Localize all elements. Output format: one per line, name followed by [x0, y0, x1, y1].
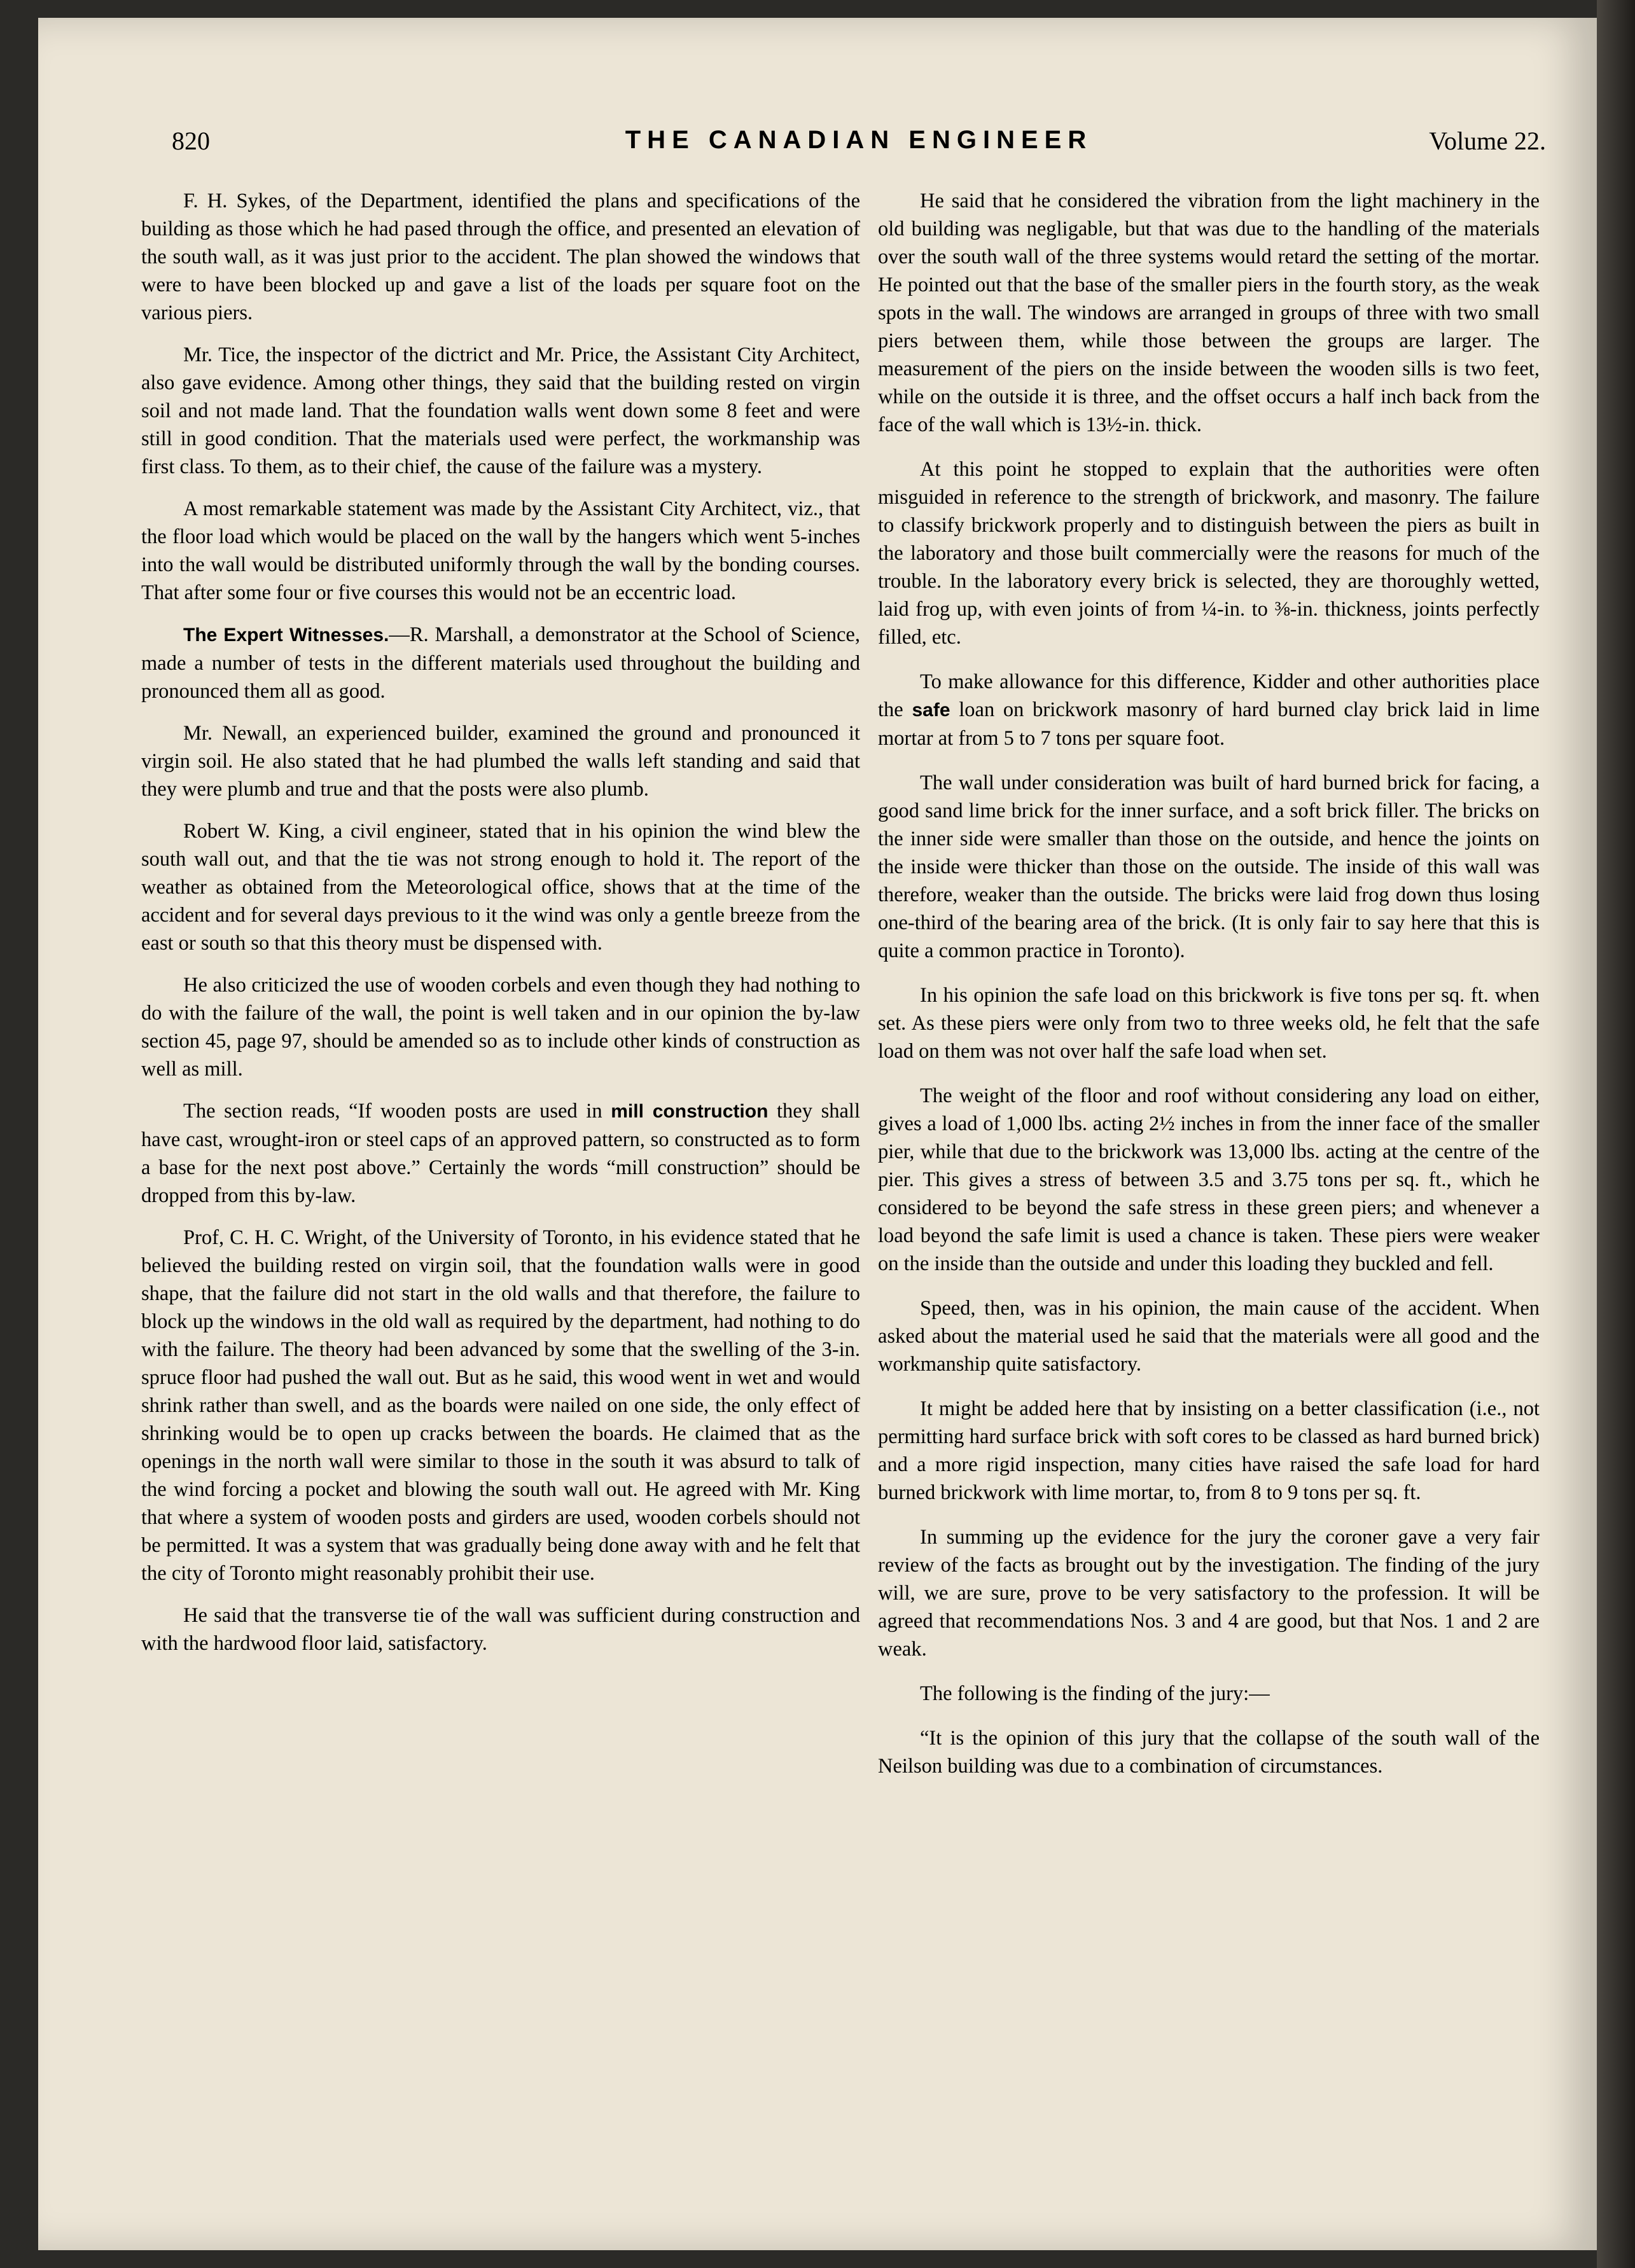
paragraph: A most remarkable statement was made by the Assistant City Architect, viz., that the floor load which would be placed on the wall by the hangers which went 5-inches into the wall would be distributed uniformly through the wall by the bonding courses. That after some four or five courses this would not be an eccentric load.	[141, 497, 860, 604]
left-column	[141, 187, 860, 1671]
paragraph: He also criticized the use of wooden corbels and even though they had nothing to do with the failure of the wall, the point is well taken and in our opinion the by-law section 45, page 97, should be amended so as to include other kinds of construction as well as mill.	[141, 974, 860, 1081]
journal-title: THE CANADIAN ENGINEER	[625, 126, 1093, 154]
paragraph: He said that the transverse tie of the wall was sufficient during construction and with the hardwood floor laid, satisfactory.	[141, 1604, 860, 1655]
paragraph-text: loan on brickwork masonry of hard burned clay brick laid in lime mortar at from 5 to 7 tons per square foot.	[878, 698, 1540, 750]
paragraph: In summing up the evidence for the jury the coroner gave a very fair review of the facts as brought out by the investigation. The finding of the jury will, we are sure, prove to be very satisfactory to the profession. It will be agreed that recommendations Nos. 3 and 4 are good, but that Nos. 1 and 2 are weak.	[878, 1526, 1540, 1661]
paragraph: At this point he stopped to explain that the authorities were often misguided in reference to the strength of brickwork, and masonry. The failure to classify brickwork properly and to distinguish between the piers as built in the laboratory and those built commercially were the reasons for much of the trouble. In the laboratory every brick is selected, they are thoroughly wetted, laid frog up, with even joints of from ¼-in. to ⅜-in. thickness, joints perfectly filled, etc.	[878, 458, 1540, 649]
emphasis-text: safe	[912, 700, 950, 721]
paragraph: The weight of the floor and roof without considering any load on either, gives a load of 1,000 lbs. acting 2½ inches in from the inner face of the smaller pier, while that due to the brickwork was 13,000 lbs. acting at the centre of the pier. This gives a stress of between 3.5 and 3.75 tons per sq. ft., which he considered to be beyond the safe stress in these green piers; and whenever a load beyond the safe limit is used a chance is taken. These piers were weaker on the inside than the outside and under this loading they buckled and fell.	[878, 1084, 1540, 1275]
page-header	[172, 126, 1546, 164]
book-spine	[1597, 0, 1635, 2268]
paragraph	[141, 621, 860, 705]
paragraph: F. H. Sykes, of the Department, identified the plans and specifications of the building as those which he had pased through the office, and presented an elevation of the south wall, as it was just prior to the accident. The plan showed the windows that were to have been blocked up and gave a list of the loads per square foot on the various piers.	[141, 190, 860, 324]
paragraph: Prof, C. H. C. Wright, of the University of Toronto, in his evidence stated that he believed the building rested on virgin soil, that the foundation walls were in good shape, that the failure did not start in the old walls and that therefore, the failure to block up the windows in the old wall as required by the department, had nothing to do with the failure. The theory had been advanced by some that the swelling of the 3-in. spruce floor had pushed the wall out. But as he said, this wood went in wet and would shrink rather than swell, and as the boards were nailed on one side, the only effect of shrinking would be to open up cracks between the boards. He claimed that as the openings in the north wall were similar to those in the south it was absurd to talk of the wind forcing a pocket and blowing the south wall out. He agreed with Mr. King that where a system of wooden posts and girders are used, wooden corbels should not be permitted. It was a system that was gradually being done away with and he felt that the city of Toronto might reasonably prohibit their use.	[141, 1226, 860, 1585]
paragraph-text: To make allowance for this difference, Kidder and other authorities place the	[878, 670, 1540, 721]
paragraph: He said that he considered the vibration from the light machinery in the old building was negligable, but that was due to the handling of the materials over the south wall of the three systems would retard the setting of the mortar. He pointed out that the base of the smaller piers in the fourth story, as the weak spots in the wall. The windows are arranged in groups of three with two small piers between them, while those between the groups are larger. The measurement of the piers on the inside between the wooden sills is two feet, while on the outside it is three, and the offset occurs a half inch back from the face of the wall which is 13½-in. thick.	[878, 190, 1540, 436]
paragraph	[141, 1097, 860, 1210]
paragraph	[878, 668, 1540, 752]
page-number: 820	[172, 127, 210, 155]
section-heading: The Expert Witnesses.	[183, 625, 389, 646]
paragraph: Robert W. King, a civil engineer, stated that in his opinion the wind blew the south wall out, and that the tie was not strong enough to hold it. The report of the weather as obtained from the Meteorological office, shows that at the time of the accident and for several days previous to it the wind was only a gentle breeze from the east or south so that this theory must be dispensed with.	[141, 820, 860, 955]
paragraph: Mr. Tice, the inspector of the dictrict and Mr. Price, the Assistant City Architect, also gave evidence. Among other things, they said that the building rested on virgin soil and not made land. That the foundation walls went down some 8 feet and were still in good condition. That the materials used were perfect, the workmanship was first class. To them, as to their chief, the cause of the failure was a mystery.	[141, 343, 860, 478]
paragraph: The wall under consideration was built of hard burned brick for facing, a good sand lime brick for the inner surface, and a soft brick filler. The bricks on the inner side were smaller than those on the outside, and hence the joints on the inside were thicker than those on the outside. The inside of this wall was therefore, weaker than the outside. The bricks were laid frog down thus losing one-third of the bearing area of the brick. (It is only fair to say here that this is quite a common practice in Toronto).	[878, 771, 1540, 962]
paragraph-text: The section reads, “If wooden posts are used in	[183, 1100, 611, 1123]
paragraph-text: —R. Marshall, a demonstrator at the School of Science, made a number of tests in the different materials used throughout the building and pronounced them all as good.	[141, 623, 860, 703]
volume-label: Volume 22.	[1429, 127, 1546, 155]
paragraph: It might be added here that by insisting on a better classification (i.e., not permitting hard surface brick with soft cores to be classed as hard burned brick) and a more rigid inspection, many cities have raised the safe load for hard burned brickwork with lime mortar, to, from 8 to 9 tons per sq. ft.	[878, 1397, 1540, 1504]
right-column	[878, 187, 1540, 1797]
paragraph: “It is the opinion of this jury that the collapse of the south wall of the Neilson building was due to a combination of circumstances.	[878, 1727, 1540, 1778]
paragraph: Speed, then, was in his opinion, the main cause of the accident. When asked about the material used he said that the materials were all good and the workmanship quite satisfactory.	[878, 1297, 1540, 1376]
paragraph: Mr. Newall, an experienced builder, examined the ground and pronounced it virgin soil. He also stated that he had plumbed the walls left standing and said that they were plumb and true and that the posts were also plumb.	[141, 722, 860, 801]
paragraph-text: they shall have cast, wrought-iron or steel caps of an approved pattern, so constructed as to form a base for the next post above.” Certainly the words “mill construction” should be dropped from this by-law.	[141, 1100, 860, 1207]
emphasis-text: mill construction	[611, 1101, 769, 1122]
paragraph: The following is the finding of the jury:—	[920, 1682, 1270, 1705]
paragraph: In his opinion the safe load on this brickwork is five tons per sq. ft. when set. As these piers were only from two to three weeks old, he felt that the safe load on them was not over half the safe load when set.	[878, 984, 1540, 1063]
